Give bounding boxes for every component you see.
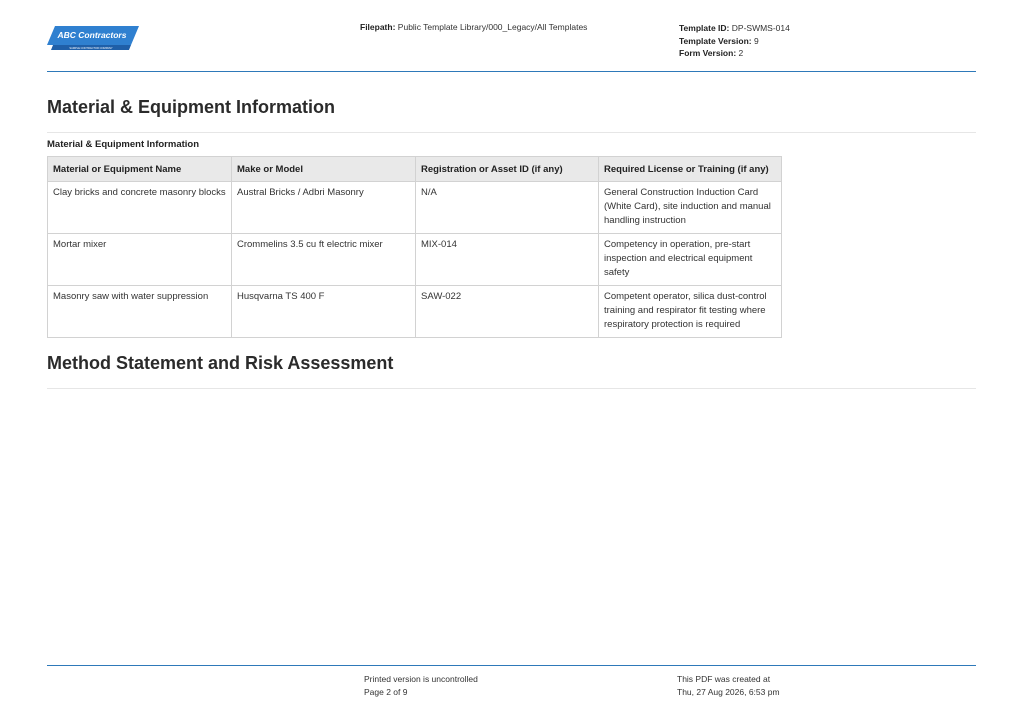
cell-training: Competency in operation, pre-start inspection and electrical equipment safety (599, 234, 782, 286)
section-divider (47, 132, 976, 133)
cell-training: Competent operator, silica dust-control training and respirator fit testing where respiratory protection is required (599, 286, 782, 338)
equipment-table (47, 156, 782, 338)
cell-training: General Construction Induction Card (White Card), site induction and manual handling instruction (599, 182, 782, 234)
table-row (48, 234, 782, 286)
form-version-value: 2 (738, 48, 744, 58)
section-divider (47, 388, 976, 389)
uncontrolled-notice: Printed version is uncontrolled (364, 674, 478, 684)
cell-model: Crommelins 3.5 cu ft electric mixer (232, 234, 416, 286)
cell-asset-id: MIX-014 (416, 234, 599, 286)
cell-name: Masonry saw with water suppression (48, 286, 232, 338)
logo-tagline: SAMPLE CONTRACTOR COMPANY (69, 47, 113, 50)
table-row (48, 286, 782, 338)
template-version (679, 35, 790, 48)
cell-asset-id: SAW-022 (416, 286, 599, 338)
form-version (679, 47, 790, 60)
table-header-row (48, 157, 782, 182)
section-title-material: Material & Equipment Information (47, 97, 336, 117)
template-id-value: DP-SWMS-014 (731, 23, 790, 33)
template-version-label: Template Version: (679, 35, 752, 46)
column-header: Material or Equipment Name (48, 157, 232, 182)
cell-asset-id: N/A (416, 182, 599, 234)
cell-name: Mortar mixer (48, 234, 232, 286)
logo-name: ABC Contractors (57, 30, 127, 40)
template-id (679, 22, 790, 35)
template-version-value: 9 (753, 35, 759, 46)
template-id-label: Template ID: (679, 23, 730, 33)
filepath-label: Filepath: (360, 22, 396, 32)
company-logo (47, 26, 139, 52)
page-header (47, 18, 976, 72)
cell-model: Husqvarna TS 400 F (232, 286, 416, 338)
column-header: Make or Model (232, 157, 416, 182)
template-meta (679, 22, 790, 60)
cell-name: Clay bricks and concrete masonry blocks (48, 182, 232, 234)
created-label: This PDF was created at (677, 674, 771, 684)
section-title-method: Method Statement and Risk Assessment (47, 353, 394, 373)
page-number: Page 2 of 9 (364, 686, 408, 697)
cell-model: Austral Bricks / Adbri Masonry (232, 182, 416, 234)
filepath-value: Public Template Library/000_Legacy/All Templates (397, 22, 588, 32)
column-header: Registration or Asset ID (if any) (416, 157, 599, 182)
filepath (360, 22, 587, 32)
footer-right (677, 673, 780, 698)
header-divider (47, 71, 976, 72)
table-caption: Material & Equipment Information (47, 139, 200, 150)
footer-divider (47, 665, 976, 666)
form-version-label: Form Version: (679, 48, 737, 58)
created-timestamp: Thu, 27 Aug 2026, 6:53 pm (677, 686, 780, 697)
table-row (48, 182, 782, 234)
footer-left (364, 673, 478, 698)
column-header: Required License or Training (if any) (599, 157, 782, 182)
